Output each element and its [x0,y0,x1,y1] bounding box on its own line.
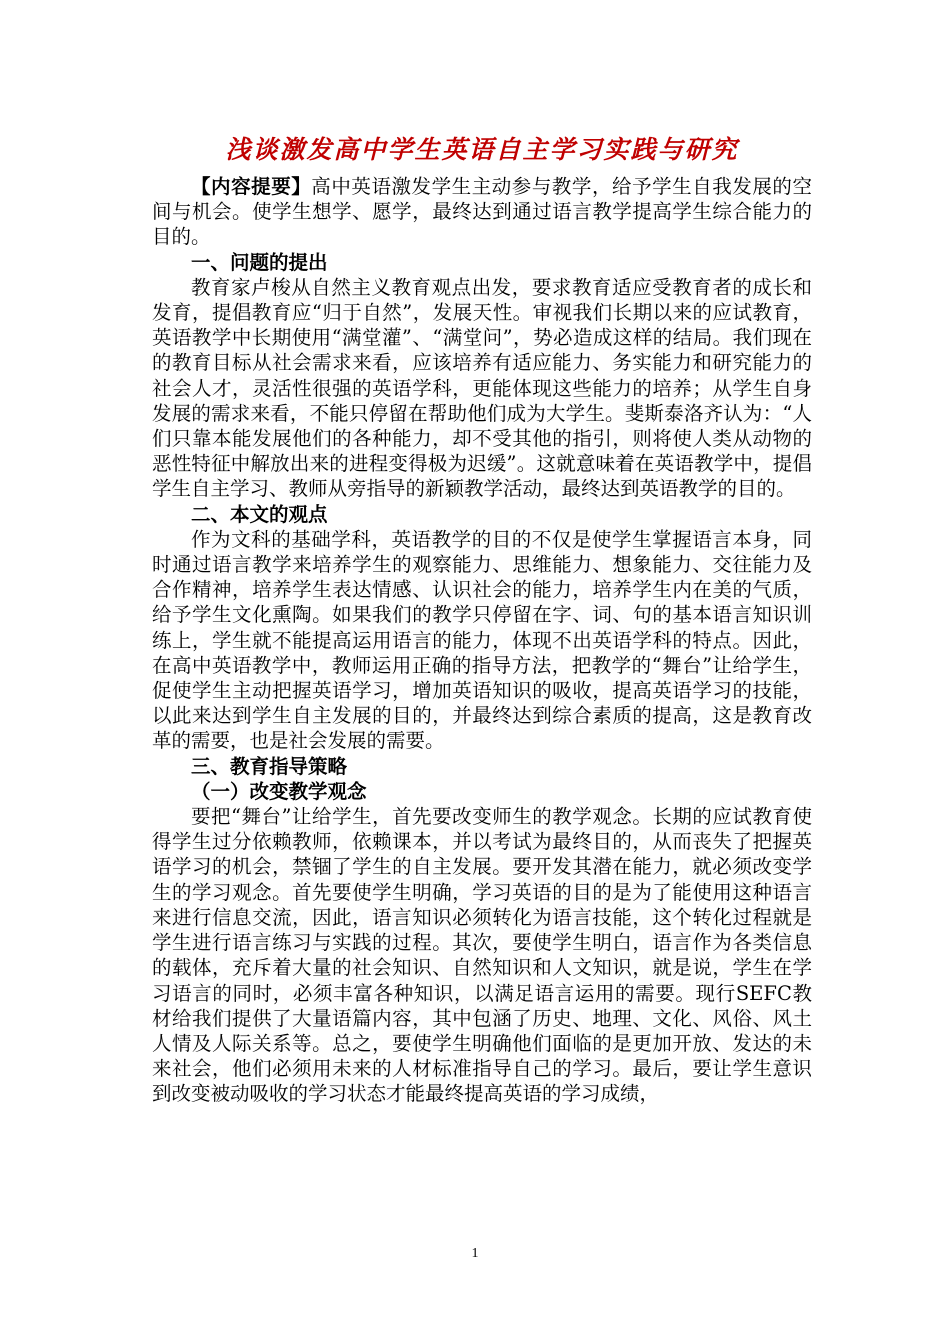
section-heading-1: 一、问题的提出 [191,250,328,274]
section-1-paragraph: 教育家卢梭从自然主义教育观点出发，要求教育适应受教育者的成长和发育，提倡教育应“归于自然”，发展天性。审视我们长期以来的应试教育，英语教学中长期使用“满堂灌”、“满堂问”，势必造成这样的结局。我们现在的教育目标从社会需求来看，应该培养有适应能力、务实能力和研究能力的社会人才，灵活性很强的英语学科，更能体现这些能力的培养；从学生自身发展的需求来看，不能只停留在帮助他们成为大学生。斐斯泰洛齐认为：“人们只靠本能发展他们的各种能力，却不受其他的指引，则将使人类从动物的恶性特征中解放出来的进程变得极为迟缓”。这就意味着在英语教学中，提倡学生自主学习、教师从旁指导的新颖教学活动，最终达到英语教学的目的。 [152,275,812,501]
subsection-heading-3-1: （一）改变教学观念 [191,779,367,803]
section-heading-3: 三、教育指导策略 [191,754,348,778]
summary-text: 高中英语激发学生主动参与教学，给予学生自我发展的空间与机会。使学生想学、愿学，最终达到通过语言教学提高学生综合能力的目的。 [152,175,812,249]
section-heading-2: 二、本文的观点 [191,502,328,526]
section-3-paragraph: 要把“舞台”让给学生，首先要改变师生的教学观念。长期的应试教育使得学生过分依赖教师，依赖课本，并以考试为最终目的，从而丧失了把握英语学习的机会，禁锢了学生的自主发展。要开发其潜在能力，就必须改变学生的学习观念。首先要使学生明确，学习英语的目的是为了能使用这种语言来进行信息交流，因此，语言知识必须转化为语言技能，这个转化过程就是学生进行语言练习与实践的过程。其次，要使学生明白，语言作为各类信息的载体，充斥着大量的社会知识、自然知识和人文知识，就是说，学生在学习语言的同时，必须丰富各种知识，以满足语言运用的需要。现行SEFC教材给我们提供了大量语篇内容，其中包涵了历史、地理、文化、风俗、风土人情及人际关系等。总之，要使学生明确他们面临的是更加开放、发达的未来社会，他们必须用未来的人材标准指导自己的学习。最后，要让学生意识到改变被动吸收的学习状态才能最终提高英语的学习成绩， [152,805,812,1106]
page-number: 1 [471,1246,479,1261]
document-title: 浅谈激发高中学生英语自主学习实践与研究 [225,135,739,164]
summary-paragraph [152,174,812,250]
section-2-paragraph: 作为文科的基础学科，英语教学的目的不仅是使学生掌握语言本身，同时通过语言教学来培养学生的观察能力、思维能力、想象能力、交往能力及合作精神，培养学生表达情感、认识社会的能力，培养学生内在美的气质，给予学生文化熏陶。如果我们的教学只停留在字、词、句的基本语言知识训练上，学生就不能提高运用语言的能力，体现不出英语学科的特点。因此，在高中英语教学中，教师运用正确的指导方法，把教学的“舞台”让给学生，促使学生主动把握英语学习，增加英语知识的吸收，提高英语学习的技能，以此来达到学生自主发展的目的，并最终达到综合素质的提高，这是教育改革的需要，也是社会发展的需要。 [152,527,812,753]
summary-label: 【内容提要】 [191,175,312,198]
document-body [152,126,812,1107]
